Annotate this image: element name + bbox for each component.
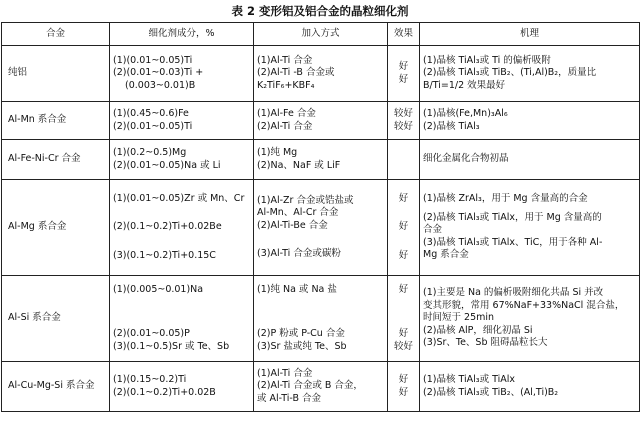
method-line: (3)Al-Ti 合金或碳粉: [257, 248, 341, 259]
effect-line: 好: [398, 283, 409, 295]
mechanism-line: (2)晶核 TiAl₃或 TiAlx，用于 Mg 含量高的: [423, 211, 602, 223]
mechanism-line: B/Ti=1/2 效果最好: [423, 79, 506, 91]
composition-line: (1)(0.15~0.2)Ti: [113, 374, 187, 385]
mechanism-line: (1)晶核 TiAl₃或 Ti 的偏析吸附: [423, 54, 551, 66]
effect-cell: [388, 140, 420, 180]
method-line: (1)Al-Ti 合金: [257, 367, 313, 379]
header-alloy: 合金: [2, 23, 110, 46]
effect-line: 好: [398, 61, 409, 72]
effect-line: 好: [398, 328, 409, 340]
grain-refiner-table: [1, 22, 640, 412]
method-cell: [254, 276, 388, 362]
method-cell: [254, 46, 388, 102]
method-line: (1)纯 Mg: [257, 147, 298, 158]
composition-cell: [110, 180, 254, 276]
table-row: [2, 46, 640, 102]
effect-line: 好: [398, 221, 409, 233]
mechanism-cell: [420, 362, 640, 412]
effect-line: 好: [398, 73, 409, 85]
table-row: [2, 102, 640, 140]
mechanism-line: (3)Sr、Te、Sb 阻碍晶粒长大: [423, 337, 548, 349]
header-row: [2, 23, 640, 46]
effect-line: 好: [398, 192, 409, 204]
composition-line: (2)(0.1~0.2)Ti+0.02Be: [113, 221, 222, 233]
composition-line: (1)(0.01~0.05)Ti: [113, 54, 193, 66]
mechanism-line: (3)晶核 TiAl₃或 TiAlx、TiC，用于各种 Al-: [423, 236, 603, 248]
composition-line: (1)(0.45~0.6)Fe: [113, 108, 189, 119]
composition-cell: [110, 362, 254, 412]
composition-cell: [110, 276, 254, 362]
composition-cell: [110, 140, 254, 180]
effect-line: 较好: [393, 120, 413, 132]
effect-cell: [388, 180, 420, 276]
effect-cell: [388, 362, 420, 412]
method-line: (1)Al-Fe 合金: [257, 108, 316, 119]
method-line: (2)Na、NaF 或 LiF: [257, 159, 341, 171]
effect-line: 较好: [393, 108, 413, 119]
effect-line: 较好: [393, 340, 413, 352]
alloy-cell: Al-Si 系合金: [2, 276, 110, 362]
composition-line: (1)(0.01~0.05)Zr 或 Mn、Cr: [113, 192, 245, 204]
composition-line: (1)(0.005~0.01)Na: [113, 283, 204, 295]
method-cell: [254, 102, 388, 140]
mechanism-cell: [420, 180, 640, 276]
mechanism-line: (2)晶核 TiAl₃: [423, 120, 480, 132]
mechanism-line: (1)晶核 ZrAl₃，用于 Mg 含量高的合金: [423, 193, 588, 205]
mechanism-cell: [420, 46, 640, 102]
mechanism-line: (2)晶核 AlP，细化初晶 Si: [423, 324, 533, 336]
mechanism-line: 时间短于 25min: [423, 312, 495, 324]
header-mechanism: 机理: [420, 23, 640, 46]
mechanism-cell: [420, 140, 640, 180]
composition-line: (2)(0.1~0.2)Ti+0.02B: [113, 386, 216, 398]
method-line: (1)纯 Na 或 Na 盐: [257, 283, 337, 295]
table-row: [2, 362, 640, 412]
method-line: (2)Al-Ti 合金: [257, 120, 313, 132]
method-line: (2)Al-Ti 合金或 B 合金，: [257, 380, 363, 392]
mechanism-line: (2)晶核 TiAl₃或 TiB₂、(Ti,Al)B₂，质量比: [423, 67, 597, 79]
effect-line: 好: [398, 374, 409, 385]
alloy-cell: Al-Mg 系合金: [2, 180, 110, 276]
header-effect: 效果: [388, 23, 420, 46]
method-line: (2)Al-Ti -B 合金或: [257, 67, 335, 79]
alloy-cell: 纯铝: [2, 46, 110, 102]
method-cell: [254, 180, 388, 276]
effect-cell: [388, 46, 420, 102]
mechanism-cell: [420, 102, 640, 140]
composition-line: (0.003~0.01)B: [125, 79, 196, 91]
method-line: Al-Mn、Al-Cr 合金: [257, 207, 339, 218]
mechanism-line: 细化金属化合物初晶: [423, 153, 509, 165]
method-line: K₂TiF₆+KBF₄: [257, 79, 315, 91]
mechanism-line: 变其形貌，常用 67%NaF+33%NaCl 混合盐，: [423, 299, 625, 311]
mechanism-cell: [420, 276, 640, 362]
composition-cell: [110, 102, 254, 140]
mechanism-line: (1)主要是 Na 的偏析吸附细化共晶 Si 并改: [423, 287, 604, 299]
alloy-cell: Al-Fe-Ni-Cr 合金: [2, 140, 110, 180]
method-line: (2)Al-Ti-Be 合金: [257, 219, 328, 231]
composition-line: (3)(0.1~0.5)Sr 或 Te、Sb: [113, 340, 230, 352]
effect-line: 好: [398, 249, 409, 261]
mechanism-line: (1)晶核 TiAl₃或 TiAlx: [423, 374, 516, 385]
composition-line: (2)(0.01~0.05)P: [113, 328, 190, 340]
alloy-cell: Al-Cu-Mg-Si 系合金: [2, 362, 110, 412]
method-cell: [254, 362, 388, 412]
method-cell: [254, 140, 388, 180]
method-line: (1)Al-Ti 合金: [257, 54, 313, 66]
alloy-cell: Al-Mn 系合金: [2, 102, 110, 140]
effect-line: 好: [398, 386, 409, 398]
composition-cell: [110, 46, 254, 102]
method-line: (3)Sr 盐或纯 Te、Sb: [257, 340, 347, 352]
header-method: 加入方式: [254, 23, 388, 46]
mechanism-line: 合金: [423, 224, 443, 236]
table-row: [2, 180, 640, 276]
header-composition: 细化剂成分，%: [110, 23, 254, 46]
composition-line: (2)(0.01~0.05)Ti: [113, 120, 193, 132]
composition-line: (1)(0.2~0.5)Mg: [113, 147, 187, 158]
method-line: (1)Al-Zr 合金或锆盐或: [257, 194, 354, 206]
mechanism-line: Mg 系合金: [423, 249, 469, 261]
table-title: 表 2 变形铝及铝合金的晶粒细化剂: [231, 4, 409, 18]
method-line: (2)P 粉或 P-Cu 合金: [257, 328, 345, 340]
composition-line: (3)(0.1~0.2)Ti+0.15C: [113, 249, 216, 261]
table-row: [2, 140, 640, 180]
mechanism-line: (2)晶核 TiAl₃或 TiB₂、(Al,Ti)B₂: [423, 386, 559, 398]
composition-line: (2)(0.01~0.03)Ti +: [113, 67, 204, 79]
method-line: 或 Al-Ti-B 合金: [257, 392, 321, 404]
mechanism-line: (1)晶核(Fe,Mn)₃Al₆: [423, 108, 508, 119]
table-row: [2, 276, 640, 362]
effect-cell: [388, 102, 420, 140]
composition-line: (2)(0.01~0.05)Na 或 Li: [113, 159, 221, 171]
effect-cell: [388, 276, 420, 362]
